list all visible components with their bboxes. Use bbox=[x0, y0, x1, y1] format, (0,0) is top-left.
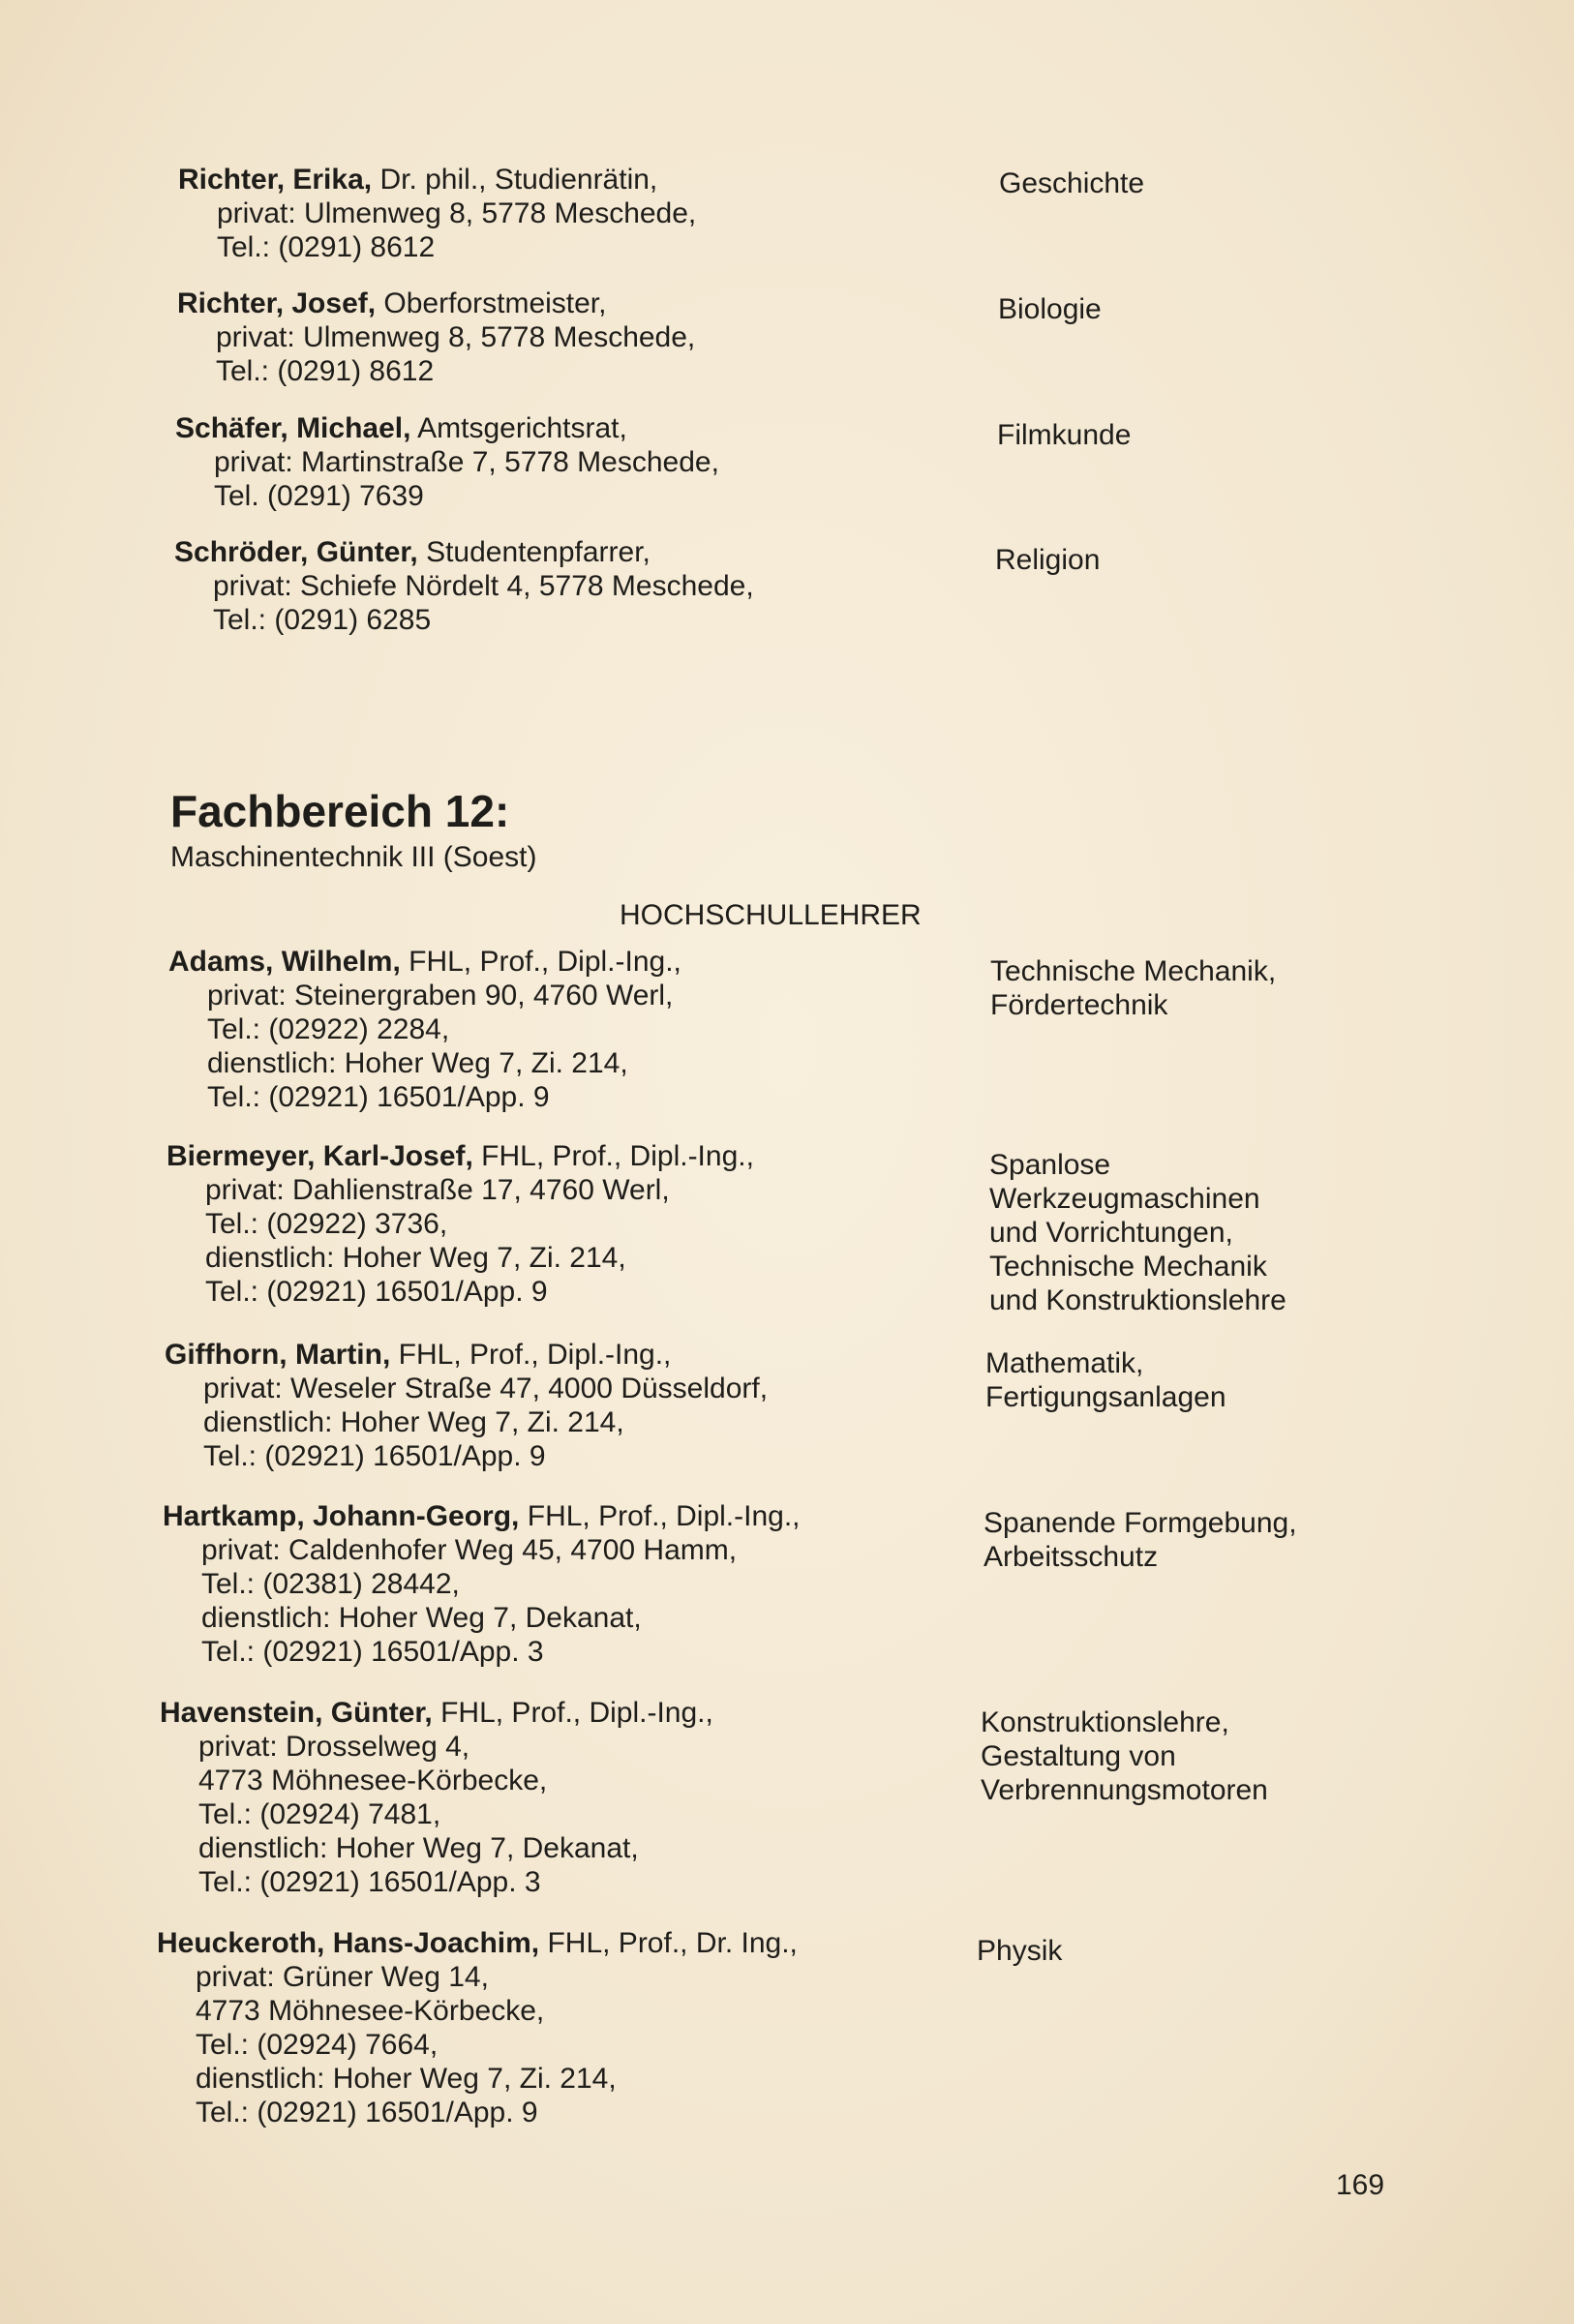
person-title: Studentenpfarrer, bbox=[417, 536, 651, 568]
person-entry-giffhorn-martin bbox=[165, 1338, 768, 1473]
person-detail-line: Tel.: (0291) 8612 bbox=[217, 231, 436, 263]
person-title: FHL, Prof., Dr. Ing., bbox=[539, 1927, 798, 1959]
section-subtitle: Maschinentechnik III (Soest) bbox=[170, 841, 537, 873]
role-heading: HOCHSCHULLEHRER bbox=[620, 899, 922, 931]
subject-line: Biologie bbox=[998, 293, 1102, 325]
person-detail-line: Tel.: (02924) 7481, bbox=[198, 1798, 441, 1830]
person-name: Schäfer, Michael, bbox=[175, 412, 411, 444]
person-name: Heuckeroth, Hans-Joachim, bbox=[157, 1927, 540, 1959]
person-name: Giffhorn, Martin, bbox=[165, 1339, 391, 1371]
person-detail-line: 4773 Möhnesee-Körbecke, bbox=[198, 1765, 548, 1796]
subject-line: und Vorrichtungen, bbox=[989, 1217, 1233, 1249]
subject-list bbox=[997, 418, 1131, 452]
subject-line: Verbrennungsmotoren bbox=[981, 1774, 1268, 1806]
person-title: Amtsgerichtsrat, bbox=[410, 412, 627, 444]
subject-line: Gestaltung von bbox=[981, 1740, 1176, 1772]
person-detail-line: dienstlich: Hoher Weg 7, Zi. 214, bbox=[207, 1047, 628, 1079]
subject-line: Fertigungsanlagen bbox=[985, 1381, 1226, 1413]
subject-line: Filmkunde bbox=[997, 419, 1132, 451]
subject-line: Geschichte bbox=[999, 167, 1145, 199]
subject-line: und Konstruktionslehre bbox=[989, 1284, 1286, 1316]
person-detail-line: Tel.: (02921) 16501/App. 9 bbox=[205, 1276, 548, 1308]
person-detail-line: privat: Steinergraben 90, 4760 Werl, bbox=[207, 980, 674, 1011]
page-number: 169 bbox=[1336, 2169, 1385, 2201]
person-entry-havenstein-guenter bbox=[160, 1696, 713, 1899]
person-detail-line: privat: Dahlienstraße 17, 4760 Werl, bbox=[205, 1174, 670, 1206]
person-detail-line: Tel.: (02921) 16501/App. 3 bbox=[198, 1866, 541, 1898]
subject-list bbox=[995, 543, 1100, 577]
person-name: Biermeyer, Karl-Josef, bbox=[166, 1140, 473, 1172]
person-name: Richter, Erika, bbox=[178, 164, 373, 196]
person-detail-line: Tel.: (02924) 7664, bbox=[196, 2029, 439, 2061]
subject-line: Werkzeugmaschinen bbox=[989, 1183, 1260, 1215]
person-detail-line: privat: Martinstraße 7, 5778 Meschede, bbox=[214, 446, 719, 478]
person-title: FHL, Prof., Dipl.-Ing., bbox=[432, 1697, 713, 1729]
person-name: Havenstein, Günter, bbox=[160, 1697, 433, 1729]
person-detail-line: Tel.: (02921) 16501/App. 3 bbox=[201, 1636, 544, 1668]
subject-line: Spanlose bbox=[989, 1149, 1111, 1181]
person-entry-adams-wilhelm bbox=[168, 945, 681, 1114]
person-detail-line: privat: Grüner Weg 14, bbox=[196, 1961, 489, 1993]
subject-line: Arbeitsschutz bbox=[984, 1541, 1159, 1573]
person-detail-line: privat: Drosselweg 4, bbox=[198, 1731, 470, 1763]
person-detail-line: Tel. (0291) 7639 bbox=[214, 480, 424, 512]
person-detail-line: dienstlich: Hoher Weg 7, Dekanat, bbox=[198, 1832, 639, 1864]
person-detail-line: privat: Ulmenweg 8, 5778 Meschede, bbox=[217, 197, 697, 229]
person-name: Adams, Wilhelm, bbox=[168, 946, 401, 978]
person-detail-line: dienstlich: Hoher Weg 7, Zi. 214, bbox=[196, 2063, 617, 2095]
person-name: Hartkamp, Johann-Georg, bbox=[163, 1500, 520, 1532]
person-detail-line: Tel.: (02922) 2284, bbox=[207, 1013, 450, 1045]
subject-list bbox=[998, 292, 1102, 326]
person-detail-line: 4773 Möhnesee-Körbecke, bbox=[196, 1995, 545, 2027]
person-detail-line: privat: Ulmenweg 8, 5778 Meschede, bbox=[216, 321, 696, 353]
person-entry-biermeyer-karl-josef bbox=[166, 1139, 754, 1309]
person-entry-schaefer-michael bbox=[175, 411, 719, 513]
person-title: Oberforstmeister, bbox=[376, 287, 607, 319]
person-detail-line: dienstlich: Hoher Weg 7, Zi. 214, bbox=[205, 1242, 626, 1274]
person-title: FHL, Prof., Dipl.-Ing., bbox=[519, 1500, 801, 1532]
subject-line: Fördertechnik bbox=[990, 989, 1168, 1021]
person-detail-line: Tel.: (02921) 16501/App. 9 bbox=[203, 1440, 546, 1472]
person-detail-line: privat: Weseler Straße 47, 4000 Düsseldorf, bbox=[203, 1373, 769, 1404]
person-detail-line: privat: Schiefe Nördelt 4, 5778 Meschede, bbox=[213, 570, 754, 602]
person-title: Dr. phil., Studienrätin, bbox=[372, 164, 658, 196]
section-title: Fachbereich 12: bbox=[170, 786, 510, 836]
person-title: FHL, Prof., Dipl.-Ing., bbox=[400, 946, 681, 978]
person-entry-richter-erika bbox=[178, 163, 696, 264]
subject-list bbox=[977, 1934, 1062, 1968]
subject-list bbox=[985, 1346, 1226, 1414]
person-detail-line: Tel.: (02921) 16501/App. 9 bbox=[207, 1081, 550, 1113]
person-title: FHL, Prof., Dipl.-Ing., bbox=[390, 1339, 672, 1371]
subject-list bbox=[999, 166, 1144, 200]
subject-line: Mathematik, bbox=[985, 1347, 1144, 1379]
person-name: Richter, Josef, bbox=[177, 287, 377, 319]
subject-list bbox=[989, 1148, 1286, 1317]
person-detail-line: Tel.: (0291) 8612 bbox=[216, 355, 435, 387]
person-detail-line: dienstlich: Hoher Weg 7, Dekanat, bbox=[201, 1602, 642, 1634]
subject-line: Spanende Formgebung, bbox=[984, 1507, 1297, 1539]
subject-line: Technische Mechanik bbox=[989, 1251, 1267, 1283]
person-detail-line: Tel.: (02921) 16501/App. 9 bbox=[196, 2097, 538, 2128]
subject-list bbox=[981, 1705, 1268, 1807]
subject-line: Religion bbox=[995, 544, 1101, 576]
person-entry-schroeder-guenter bbox=[174, 535, 754, 637]
person-title: FHL, Prof., Dipl.-Ing., bbox=[472, 1140, 754, 1172]
subject-line: Technische Mechanik, bbox=[990, 955, 1277, 987]
subject-list bbox=[990, 954, 1276, 1022]
person-entry-heuckeroth-hans-joachim bbox=[157, 1926, 798, 2129]
person-entry-hartkamp-johann-georg bbox=[163, 1499, 801, 1669]
person-detail-line: Tel.: (0291) 6285 bbox=[213, 604, 432, 636]
person-name: Schröder, Günter, bbox=[174, 536, 418, 568]
subject-list bbox=[984, 1506, 1297, 1574]
subject-line: Physik bbox=[977, 1935, 1063, 1967]
person-detail-line: Tel.: (02922) 3736, bbox=[205, 1208, 448, 1240]
person-detail-line: dienstlich: Hoher Weg 7, Zi. 214, bbox=[203, 1406, 624, 1438]
person-detail-line: privat: Caldenhofer Weg 45, 4700 Hamm, bbox=[201, 1534, 738, 1566]
subject-line: Konstruktionslehre, bbox=[981, 1706, 1229, 1738]
person-detail-line: Tel.: (02381) 28442, bbox=[201, 1568, 460, 1600]
person-entry-richter-josef bbox=[177, 287, 695, 388]
